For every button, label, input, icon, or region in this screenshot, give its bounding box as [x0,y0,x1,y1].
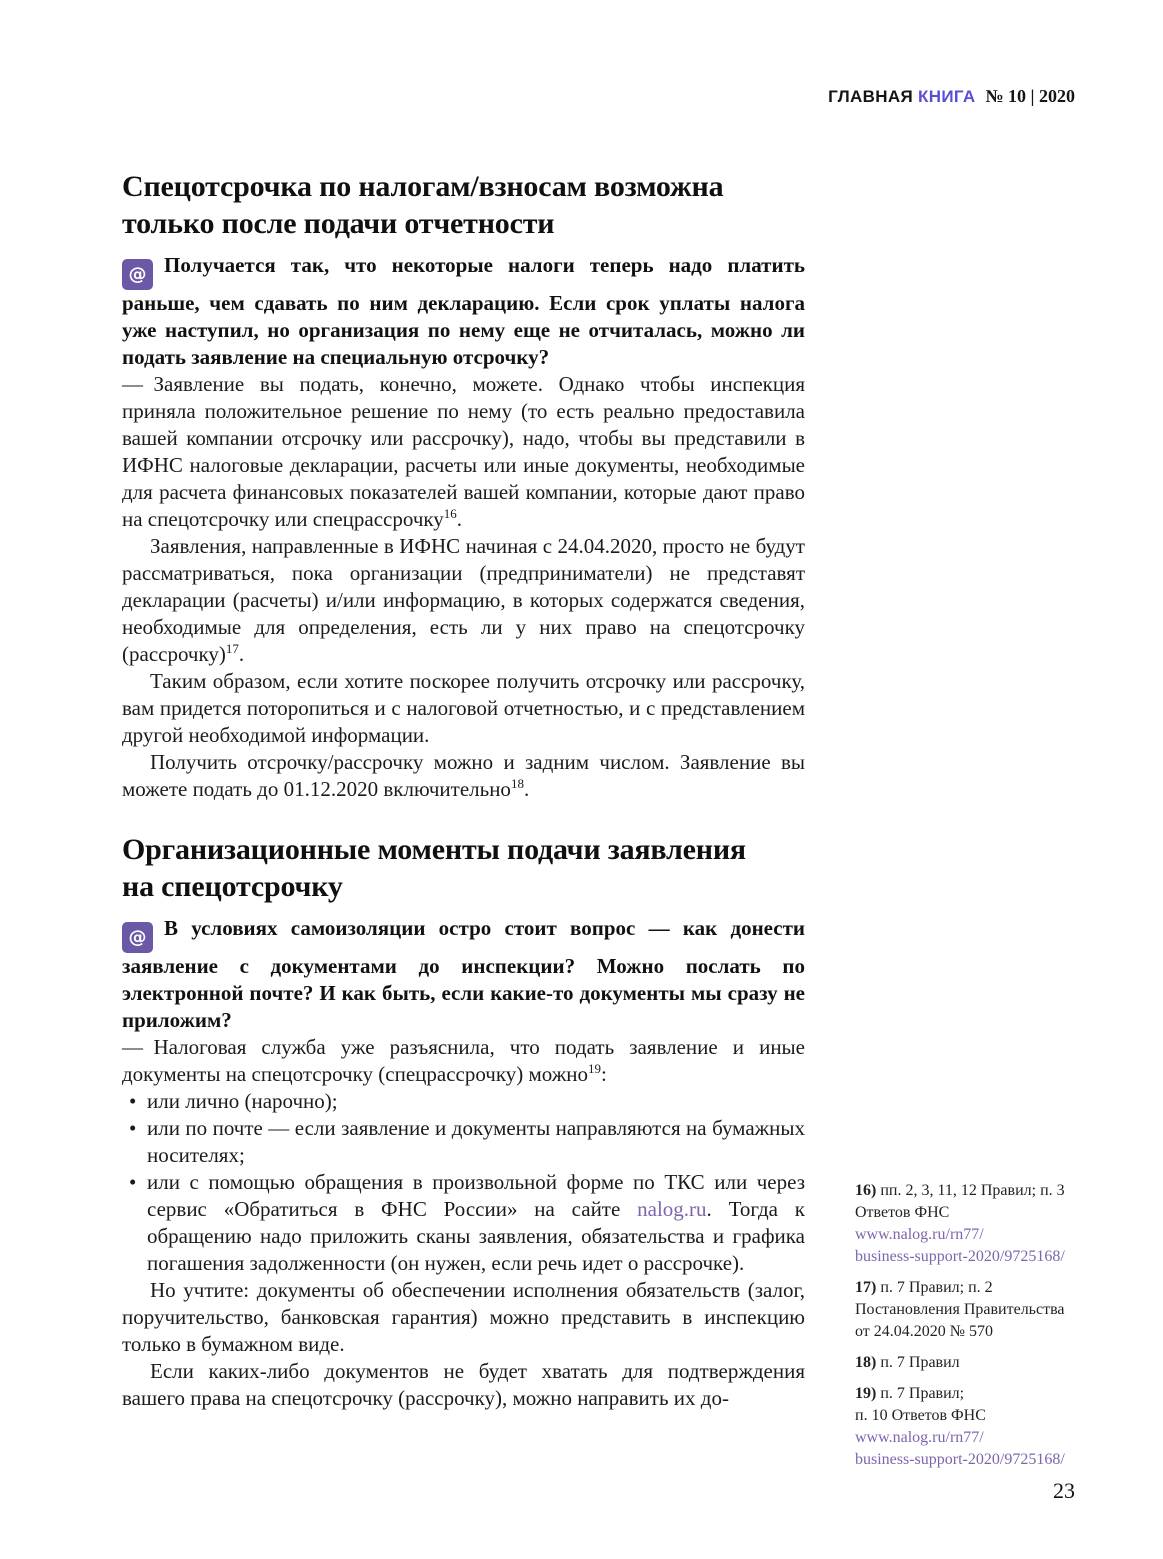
section1-title [122,168,805,242]
footnote-ref: 19 [588,1061,602,1076]
footnote-ref: 18 [510,776,524,791]
qa-block-2 [122,915,805,1412]
page-header [0,86,1075,107]
footnote-number: 16) [855,1182,881,1199]
magazine-title-part2: КНИГА [918,87,976,106]
page-number: 23 [1053,1478,1075,1503]
answer-2 [122,1034,805,1412]
footnote-text-line: Постановления Правительства [855,1301,1065,1318]
footnote-link[interactable]: business-support-2020/9725168/ [855,1248,1065,1265]
article-column [122,168,805,1412]
footnote-link[interactable]: www.nalog.ru/rn77/ [855,1429,984,1446]
section2-title-line2: на спецотсрочку [122,870,343,903]
paragraph: — Налоговая служба уже разъяснила, что подать заявление и иные документы на спецотсрочку (спецрассрочку) можно$^{19}$: [122,1035,805,1086]
footnote-ref: 17 [225,641,239,656]
paragraph: Заявления, направленные в ИФНС начиная с 24.04.2020, просто не будут рассматриваться, пока организации (предприниматели) не представят декларации (расчеты) и/или информацию, в которых содержатся сведения, необходимые для определения, есть ли у них право на спецотсрочку (рассрочку)$^{17}$. [122,534,805,666]
question-text: В условиях самоизоляции остро стоит вопрос — как донести заявление с документами до инспекции? Можно послать по электронной почте? И как быть, если какие-то документы мы сразу не приложим? [122,916,805,1032]
footnote-number: 18) [855,1354,881,1371]
footnotes-sidebar [855,1180,1105,1480]
section2-title-line1: Организационные моменты подачи заявления [122,833,746,866]
footnote-ref: 16 [443,506,457,521]
footnote [855,1180,1105,1268]
section1-title-line1: Спецотсрочка по налогам/взносам возможна [122,170,724,203]
footnote-text-line: 17) п. 7 Правил; п. 2 [855,1279,993,1296]
bullet-item: • или лично (нарочно); [122,1088,805,1115]
footnote-text-line: 19) п. 7 Правил; [855,1385,965,1402]
qa-block-1 [122,252,805,803]
footnote-text-line: 18) п. 7 Правил [855,1354,960,1371]
bullet-item: • или с помощью обращения в произвольной форме по ТКС или через сервис «Обратиться в ФНС России» на сайте nalog.ru. Тогда к обращению надо приложить сканы заявления, обязательства и графика погашения задолженности (он нужен, если речь идет о рассрочке). [122,1169,805,1277]
question-text: Получается так, что некоторые налоги теперь надо платить раньше, чем сдавать по ним декларацию. Если срок уплаты налога уже наступил, но организация по нему еще не отчиталась, можно ли подать заявление на специальную отсрочку? [122,253,805,369]
footnote [855,1352,1105,1374]
nalog-ru-link[interactable]: nalog.ru [637,1197,707,1221]
magazine-title-part1: ГЛАВНАЯ [828,87,914,106]
question-paragraph [122,915,805,1034]
footnote-text-line: от 24.04.2020 № 570 [855,1323,994,1340]
paragraph: Но учтите: документы об обеспечении исполнения обязательств (залог, поручительство, банковская гарантия) можно представить в инспекцию только в бумажном виде. [122,1278,805,1356]
at-icon: @ [122,922,153,953]
footnote-link[interactable]: business-support-2020/9725168/ [855,1451,1065,1468]
section2-title [122,831,805,905]
footnote-link[interactable]: www.nalog.ru/rn77/ [855,1226,984,1243]
footnote-text-line: Ответов ФНС [855,1204,950,1221]
bullet-item: • или по почте — если заявление и документы направляются на бумажных носителях; [122,1115,805,1169]
footnote [855,1277,1105,1343]
footnote [855,1383,1105,1471]
section1-title-line2: только после подачи отчетности [122,207,555,240]
paragraph: Получить отсрочку/рассрочку можно и задним числом. Заявление вы можете подать до 01.12.2020 включительно$^{18}$. [122,750,805,801]
footnote-text-line: 16) пп. 2, 3, 11, 12 Правил; п. 3 [855,1182,1065,1199]
footnote-number: 19) [855,1385,881,1402]
paragraph: — Заявление вы подать, конечно, можете. Однако чтобы инспекция приняла положительное решение по нему (то есть реально предоставила вашей компании отсрочку или рассрочку), надо, чтобы вы представили в ИФНС налоговые декларации, расчеты или иные документы, необходимые для расчета финансовых показателей вашей компании, которые дают право на спецотсрочку или спецрассрочку$^{16}$. [122,372,805,531]
at-icon: @ [122,259,153,290]
question-paragraph [122,252,805,371]
footnote-text-line: п. 10 Ответов ФНС [855,1407,986,1424]
paragraph: Если каких-либо документов не будет хватать для подтверждения вашего права на спецотсрочку (рассрочку), можно направить их до- [122,1359,805,1410]
footnote-number: 17) [855,1279,881,1296]
paragraph: Таким образом, если хотите поскорее получить отсрочку или рассрочку, вам придется поторопиться и с налоговой отчетностью, и с представлением другой необходимой информации. [122,669,805,747]
answer-1 [122,371,805,803]
issue-number: № 10 | 2020 [985,86,1075,106]
